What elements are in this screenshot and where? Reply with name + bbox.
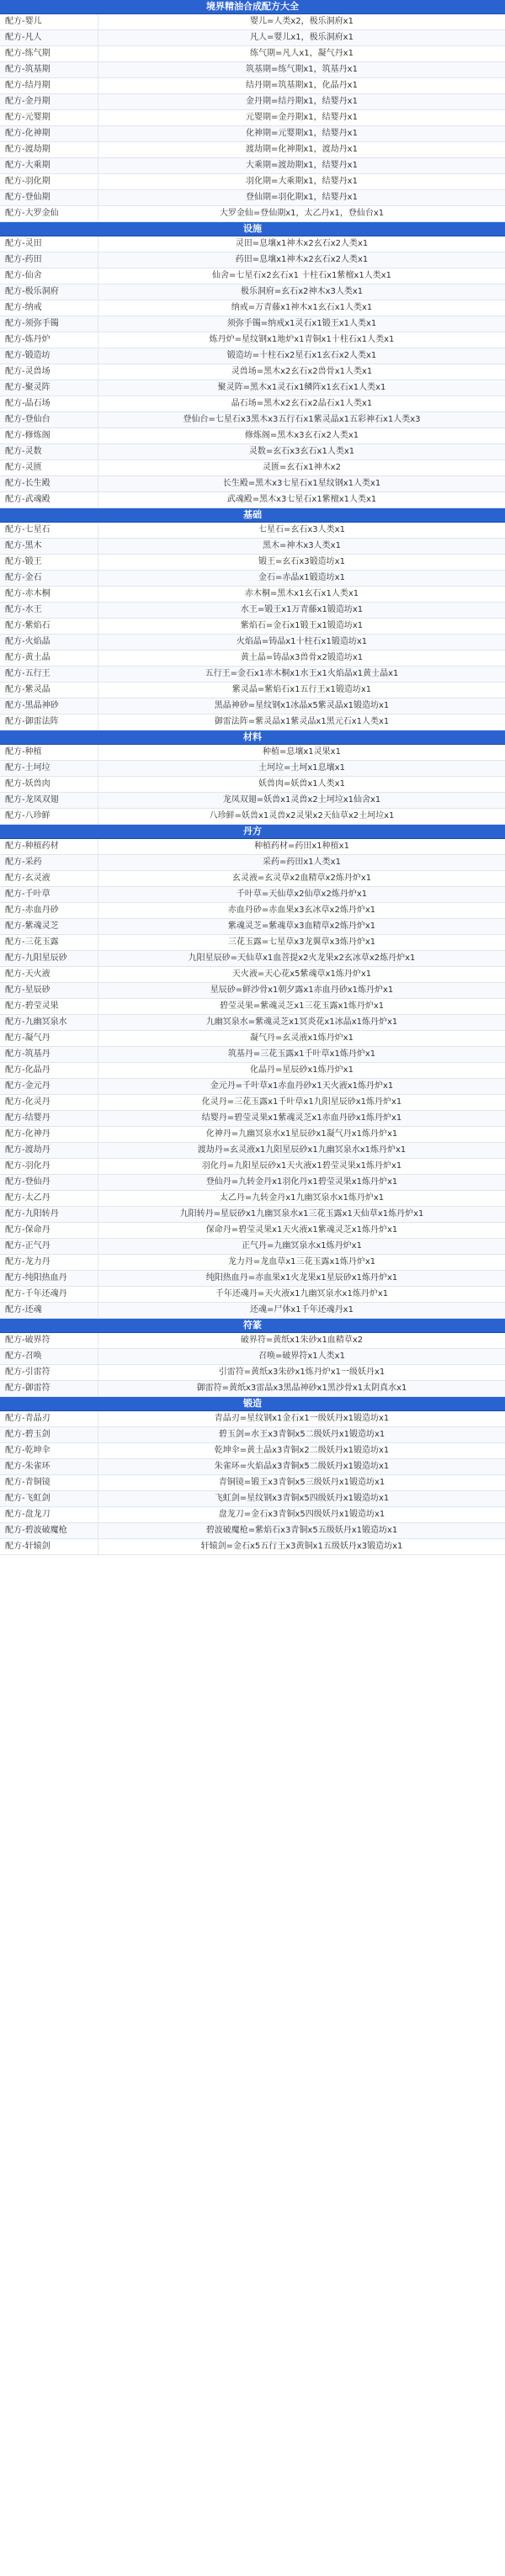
recipe-name: 配方-龙力丹: [0, 1255, 98, 1270]
table-row: [0, 983, 505, 999]
table-row: [0, 935, 505, 951]
recipe-name: 配方-采药: [0, 855, 98, 870]
recipe-name: 配方-纳戒: [0, 300, 98, 316]
table-row: [0, 683, 505, 698]
table-row: [0, 14, 505, 30]
recipe-name: 配方-婴儿: [0, 14, 98, 29]
table-row: [0, 1411, 505, 1427]
recipe-formula: 五行王=金石x1赤木桐x1水王x1火焰晶x1黄土晶x1: [205, 669, 399, 678]
table-row: [0, 1191, 505, 1207]
recipe-formula: 练气期=凡人x1，凝气丹x1: [250, 49, 354, 58]
recipe-formula: 紫灵晶=紫焰石x1五行王x1锻造坊x1: [231, 685, 372, 694]
table-row: [0, 1095, 505, 1111]
recipe-name: 配方-须弥手镯: [0, 316, 98, 332]
recipe-formula: 玄灵液=玄灵草x2血精草x2炼丹炉x1: [231, 874, 372, 883]
recipe-formula: 火焰晶=铸晶x1十柱石x1锻造坊x1: [236, 637, 368, 646]
recipe-formula: 锻造坊=十柱石x2星石x1玄石x2人类x1: [226, 351, 377, 360]
recipe-formula: 渡劫丹=玄灵液x1九阳星辰砂x1九幽冥泉水x1炼丹炉x1: [197, 1145, 407, 1155]
recipe-name: 配方-结婴丹: [0, 1111, 98, 1126]
recipe-name: 配方-火焰晶: [0, 635, 98, 650]
table-row: [0, 94, 505, 110]
recipe-name: 配方-召唤: [0, 1349, 98, 1364]
recipe-formula: 化晶丹=星辰砂x1炼丹炉x1: [250, 1065, 354, 1075]
table-row: [0, 142, 505, 158]
table-row: [0, 635, 505, 651]
recipe-formula: 乾坤伞=黄土晶x3青铜x2二级妖丹x1锻造坊x1: [214, 1446, 390, 1455]
recipe-name: 配方-水王: [0, 603, 98, 618]
table-row: [0, 1459, 505, 1475]
recipe-name: 配方-九阳星辰砂: [0, 951, 98, 966]
recipe-formula: 种植=息壤x1灵果x1: [263, 747, 341, 757]
recipe-name: 配方-极乐洞府: [0, 284, 98, 300]
recipe-formula: 八珍鲜=妖兽x1灵兽x2灵果x2天仙草x2土坷垃x1: [209, 811, 395, 821]
recipe-name: 配方-金元丹: [0, 1079, 98, 1094]
recipe-formula: 筑基期=练气期x1，筑基丹x1: [246, 65, 358, 74]
recipe-name: 配方-正气丹: [0, 1239, 98, 1254]
table-row: [0, 1271, 505, 1287]
recipe-name: 配方-仙舍: [0, 268, 98, 284]
recipe-formula: 武魂殿=黑木x3七星石x1紫檀x1人类x1: [226, 495, 377, 504]
recipe-formula: 保命丹=碧莹灵果x1天火液x1紫魂灵芝x1炼丹炉x1: [205, 1225, 398, 1235]
recipe-name: 配方-赤木桐: [0, 587, 98, 602]
table-row: [0, 46, 505, 62]
table-row: [0, 571, 505, 587]
table-row: [0, 809, 505, 825]
section-body: [0, 745, 505, 825]
section-header: 丹方: [0, 825, 505, 839]
table-row: [0, 887, 505, 903]
recipe-formula: 黄土晶=铸晶x3兽骨x2锻造坊x1: [240, 653, 364, 662]
recipe-name: 配方-大罗金仙: [0, 206, 98, 221]
recipe-name: 配方-金丹期: [0, 94, 98, 109]
table-row: [0, 698, 505, 714]
section-body: [0, 14, 505, 222]
recipe-formula: 朱雀环=火焰晶x3青铜x5二级妖丹x1锻造坊x1: [214, 1462, 390, 1471]
table-row: [0, 667, 505, 683]
recipe-formula: 须弥手镯=纳戒x1灵石x1锻王x1人类x1: [226, 319, 377, 328]
recipe-formula: 龙凤双翅=妖兽x1灵兽x2土坷垃x1仙舍x1: [222, 795, 381, 805]
recipe-formula: 九阳星辰砂=天仙草x1血菩提x2火龙果x2玄冰草x2炼丹炉x1: [188, 953, 416, 963]
recipe-name: 配方-登仙期: [0, 190, 98, 205]
recipe-formula: 渡劫期=化神期x1，渡劫丹x1: [246, 145, 358, 154]
recipe-formula: 化灵丹=三花玉露x1千叶草x1九阳星辰砂x1炼丹炉x1: [201, 1097, 402, 1107]
recipe-formula: 聚灵阵=黑木x1灵石x1鳞阵x1玄石x1人类x1: [217, 383, 386, 392]
recipe-formula: 太乙丹=九转金丹x1九幽冥泉水x1炼丹炉x1: [219, 1193, 385, 1203]
recipe-formula: 三花玉露=七星草x3龙翼草x3炼丹炉x1: [227, 937, 376, 947]
recipe-formula: 登仙台=七星石x3黑木x3五行石x1紫灵晶x1五彩神石x1人类x3: [183, 415, 421, 424]
recipe-formula: 金丹期=结丹期x1，结婴丹x1: [246, 97, 358, 106]
recipe-name: 配方-灵数: [0, 444, 98, 459]
table-row: [0, 348, 505, 364]
table-row: [0, 555, 505, 571]
recipe-formula: 灵匮=玄石x1神木x2: [263, 463, 341, 472]
recipe-name: 配方-朱雀环: [0, 1459, 98, 1474]
recipe-name: 配方-渡劫丹: [0, 1143, 98, 1158]
recipe-formula: 种植药材=药田x1种植x1: [254, 842, 349, 851]
recipe-formula: 修炼阁=黑木x3玄石x2人类x1: [244, 431, 359, 440]
recipe-name: 配方-练气期: [0, 46, 98, 61]
table-row: [0, 1239, 505, 1255]
recipe-formula: 羽化期=大乘期x1，结婴丹x1: [246, 177, 358, 186]
table-row: [0, 1333, 505, 1349]
recipe-formula: 药田=息壤x1神木x2玄石x2人类x1: [235, 255, 369, 264]
recipe-name: 配方-黄土晶: [0, 651, 98, 666]
table-row: [0, 745, 505, 761]
recipe-name: 配方-玄灵液: [0, 871, 98, 886]
recipe-formula: 长生殿=黑木x3七星石x1星纹钢x1人类x1: [222, 479, 381, 488]
table-row: [0, 1111, 505, 1127]
recipe-formula: 破界符=黄纸x1朱砂x1血精草x2: [240, 1336, 364, 1345]
section-body: [0, 839, 505, 1319]
table-row: [0, 951, 505, 967]
table-row: [0, 300, 505, 316]
table-row: [0, 444, 505, 460]
table-row: [0, 332, 505, 348]
recipe-name: 配方-长生殿: [0, 476, 98, 491]
recipe-formula: 轩辕剑=金石x5五行王x3黄铜x1五级妖丹x3锻造坊x1: [200, 1542, 403, 1551]
table-row: [0, 1031, 505, 1047]
recipe-name: 配方-轩辕剑: [0, 1539, 98, 1554]
recipe-name: 配方-凡人: [0, 30, 98, 45]
recipe-name: 配方-登仙丹: [0, 1175, 98, 1190]
table-row: [0, 158, 505, 174]
recipe-name: 配方-锻王: [0, 555, 98, 570]
recipe-name: 配方-引雷符: [0, 1365, 98, 1380]
recipe-formula: 结婴丹=碧莹灵果x1紫魂灵芝x1赤血丹砂x1炼丹炉x1: [201, 1113, 402, 1123]
recipe-formula: 筑基丹=三花玉露x1千叶草x1炼丹炉x1: [227, 1049, 376, 1059]
recipe-formula: 极乐洞府=玄石x2神木x3人类x1: [240, 287, 364, 296]
recipe-name: 配方-凝气丹: [0, 1031, 98, 1046]
recipe-name: 配方-筑基丹: [0, 1047, 98, 1062]
recipe-name: 配方-化神丹: [0, 1127, 98, 1142]
recipe-formula: 采药=药田x1人类x1: [263, 858, 341, 867]
section-header: 境界精油合成配方大全: [0, 0, 505, 14]
recipe-name: 配方-五行王: [0, 667, 98, 682]
recipe-name: 配方-碧莹灵果: [0, 999, 98, 1014]
recipe-name: 配方-星辰砂: [0, 983, 98, 998]
recipe-name: 配方-筑基期: [0, 62, 98, 77]
table-row: [0, 78, 505, 94]
table-row: [0, 1491, 505, 1507]
section-header: 材料: [0, 730, 505, 745]
recipe-name: 配方-修炼阁: [0, 428, 98, 443]
recipe-formula: 黑晶神砂=星纹钢x1冰晶x5紫灵晶x1锻造坊x1: [214, 701, 390, 710]
table-row: [0, 714, 505, 730]
recipe-formula: 青铜镜=锻王x3青铜x5三级妖丹x1锻造坊x1: [218, 1478, 385, 1487]
table-row: [0, 206, 505, 222]
recipe-formula: 青晶刃=星纹钢x1金石x1一级妖丹x1锻造坊x1: [214, 1414, 390, 1423]
recipe-name: 配方-晶石场: [0, 396, 98, 412]
recipe-name: 配方-八珍鲜: [0, 809, 98, 824]
recipe-name: 配方-聚灵阵: [0, 380, 98, 396]
recipe-name: 配方-金石: [0, 571, 98, 586]
recipe-name: 配方-乾坤伞: [0, 1443, 98, 1458]
table-row: [0, 268, 505, 284]
table-row: [0, 252, 505, 268]
recipe-formula: 九阳转丹=星辰砂x1九幽冥泉水x1三花玉露x1天仙草x1炼丹炉x1: [179, 1209, 424, 1219]
recipe-name: 配方-纯阳热血丹: [0, 1271, 98, 1286]
recipe-formula: 正气丹=九幽冥泉水x1炼丹炉x1: [242, 1241, 362, 1251]
recipe-formula: 九幽冥泉水=紫魂灵芝x1冥炎花x1冰晶x1炼丹炉x1: [205, 1017, 398, 1027]
table-row: [0, 1015, 505, 1031]
table-row: [0, 284, 505, 300]
recipe-formula: 灵兽场=黑木x2玄石x2兽骨x1人类x1: [231, 367, 373, 376]
table-row: [0, 967, 505, 983]
table-row: [0, 839, 505, 855]
table-row: [0, 476, 505, 492]
recipe-name: 配方-锻造坊: [0, 348, 98, 364]
recipe-name: 配方-妖兽肉: [0, 777, 98, 792]
recipe-formula: 炼丹炉=星纹钢x1地炉x1青铜x1十柱石x1人类x1: [209, 335, 395, 344]
recipe-formula: 御雷符=黄纸x3雷晶x3黑晶神砂x1黑沙骨x1太阴真水x1: [196, 1384, 407, 1393]
table-row: [0, 1127, 505, 1143]
recipe-name: 配方-结丹期: [0, 78, 98, 93]
recipe-name: 配方-灵兽场: [0, 364, 98, 380]
table-row: [0, 1381, 505, 1397]
recipe-formula: 盘龙刀=金石x3青铜x5四级妖丹x1锻造坊x1: [218, 1510, 385, 1519]
section-header: 符篆: [0, 1319, 505, 1333]
recipe-name: 配方-碧玉剑: [0, 1427, 98, 1442]
section-body: [0, 1333, 505, 1397]
table-row: [0, 1443, 505, 1459]
recipe-formula: 登仙期=羽化期x1，结婴丹x1: [246, 193, 358, 202]
recipe-name: 配方-土坷垃: [0, 761, 98, 776]
table-row: [0, 1159, 505, 1175]
section-body: [0, 1411, 505, 1555]
recipe-formula: 碧波破魔枪=紫焰石x3青铜x5五级妖丹x1锻造坊x1: [205, 1526, 398, 1535]
table-row: [0, 871, 505, 887]
table-row: [0, 110, 505, 126]
table-row: [0, 1079, 505, 1095]
recipe-name: 配方-盘龙刀: [0, 1507, 98, 1522]
recipe-name: 配方-黑晶神砂: [0, 698, 98, 714]
recipe-formula: 碧莹灵果=紫魂灵芝x1三花玉露x1炼丹炉x1: [219, 1001, 385, 1011]
recipe-name: 配方-天火液: [0, 967, 98, 982]
recipe-formula: 水王=锻王x1万青藤x1锻造坊x1: [240, 605, 364, 614]
table-row: [0, 364, 505, 380]
recipe-name: 配方-九阳转丹: [0, 1207, 98, 1222]
recipe-name: 配方-化晶丹: [0, 1063, 98, 1078]
table-row: [0, 1047, 505, 1063]
recipe-formula: 黑木=神木x3人类x1: [263, 541, 341, 550]
table-row: [0, 1287, 505, 1303]
recipe-formula: 引雷符=黄纸x3朱砂x1炼丹炉x1一级妖丹x1: [218, 1368, 385, 1377]
recipe-formula: 还魂=尸体x1千年还魂丹x1: [250, 1305, 354, 1315]
recipe-name: 配方-药田: [0, 252, 98, 268]
table-row: [0, 919, 505, 935]
table-row: [0, 603, 505, 619]
recipe-name: 配方-保命丹: [0, 1223, 98, 1238]
recipe-formula: 赤血丹砂=赤血果x3玄冰草x2炼丹炉x1: [227, 906, 376, 915]
recipe-name: 配方-元婴期: [0, 110, 98, 125]
table-row: [0, 492, 505, 508]
recipe-name: 配方-登仙台: [0, 412, 98, 428]
recipe-name: 配方-紫灵晶: [0, 683, 98, 698]
recipe-formula: 召唤=破界符x1人类x1: [258, 1352, 345, 1361]
table-row: [0, 1143, 505, 1159]
table-row: [0, 539, 505, 555]
recipe-formula: 大乘期=渡劫期x1，结婴丹x1: [246, 161, 358, 170]
recipe-name: 配方-青晶刃: [0, 1411, 98, 1426]
recipe-formula: 化神丹=九幽冥泉水x1星辰砂x1凝气丹x1炼丹炉x1: [205, 1129, 398, 1139]
table-row: [0, 460, 505, 476]
table-row: [0, 619, 505, 635]
recipe-formula: 金元丹=千叶草x1赤血丹砂x1天火液x1炼丹炉x1: [210, 1081, 394, 1091]
recipe-name: 配方-千年还魂丹: [0, 1287, 98, 1302]
table-row: [0, 855, 505, 871]
recipe-name: 配方-赤血丹砂: [0, 903, 98, 918]
recipe-formula: 仙舍=七星石x2玄石x1 十柱石x1紫檀x1人类x1: [212, 271, 391, 280]
recipe-formula: 结丹期=筑基期x1，化晶丹x1: [246, 81, 358, 90]
recipe-formula: 化神期=元婴期x1，结婴丹x1: [246, 129, 358, 138]
recipe-formula: 紫焰石=金石x1锻王x1锻造坊x1: [240, 621, 364, 630]
section-body: [0, 236, 505, 508]
recipe-name: 配方-龙凤双翅: [0, 793, 98, 808]
table-row: [0, 1475, 505, 1491]
table-row: [0, 1175, 505, 1191]
recipe-name: 配方-黑木: [0, 539, 98, 554]
table-row: [0, 1207, 505, 1223]
table-row: [0, 1539, 505, 1555]
recipe-formula: 飞虹剑=星纹钢x3青铜x5四级妖丹x1锻造坊x1: [214, 1494, 390, 1503]
table-row: [0, 1303, 505, 1319]
recipe-formula: 千叶草=天仙草x2仙草x2炼丹炉x1: [236, 890, 368, 899]
section-header: 设施: [0, 222, 505, 236]
table-row: [0, 30, 505, 46]
table-row: [0, 1365, 505, 1381]
recipe-formula: 凡人=婴儿x1，极乐洞府x1: [250, 33, 354, 42]
recipe-formula: 妖兽肉=妖兽x1人类x1: [258, 779, 345, 789]
table-row: [0, 1255, 505, 1271]
table-row: [0, 380, 505, 396]
table-row: [0, 1223, 505, 1239]
table-row: [0, 1427, 505, 1443]
recipe-formula: 金石=赤晶x1锻造坊x1: [258, 573, 345, 582]
table-row: [0, 761, 505, 777]
recipe-name: 配方-大乘期: [0, 158, 98, 173]
table-row: [0, 236, 505, 252]
recipe-formula: 纳戒=万青藤x1神木x1玄石x1人类x1: [231, 303, 373, 312]
table-row: [0, 190, 505, 206]
recipe-formula: 登仙丹=九转金丹x1羽化丹x1碧莹灵果x1炼丹炉x1: [205, 1177, 398, 1187]
table-row: [0, 316, 505, 332]
table-row: [0, 1507, 505, 1523]
recipe-formula: 千年还魂丹=天火液x1九幽冥泉水x1炼丹炉x1: [215, 1289, 389, 1299]
recipe-name: 配方-九幽冥泉水: [0, 1015, 98, 1030]
recipe-formula: 星辰砂=鲜沙骨x1朝夕露x1赤血丹砂x1炼丹炉x1: [210, 985, 394, 995]
recipe-formula: 羽化丹=九阳星辰砂x1天火液x1碧莹灵果x1炼丹炉x1: [201, 1161, 402, 1171]
table-row: [0, 903, 505, 919]
recipe-name: 配方-御雷法阵: [0, 714, 98, 730]
section-body: [0, 523, 505, 730]
recipe-formula: 凝气丹=玄灵液x1炼丹炉x1: [250, 1033, 354, 1043]
recipe-name: 配方-太乙丹: [0, 1191, 98, 1206]
recipe-name: 配方-七星石: [0, 523, 98, 538]
recipe-name: 配方-种植: [0, 745, 98, 760]
recipe-name: 配方-羽化丹: [0, 1159, 98, 1174]
table-row: [0, 396, 505, 412]
recipe-name: 配方-渡劫期: [0, 142, 98, 157]
recipe-name: 配方-武魂殿: [0, 492, 98, 507]
recipe-name: 配方-炼丹炉: [0, 332, 98, 348]
recipe-name: 配方-紫焰石: [0, 619, 98, 634]
recipe-name: 配方-碧波破魔枪: [0, 1523, 98, 1538]
recipe-name: 配方-化神期: [0, 126, 98, 141]
table-row: [0, 651, 505, 667]
table-row: [0, 428, 505, 444]
recipe-name: 配方-御雷符: [0, 1381, 98, 1396]
recipe-formula: 锻王=玄石x3锻造坊x1: [258, 557, 345, 566]
recipe-name: 配方-紫魂灵芝: [0, 919, 98, 934]
table-row: [0, 523, 505, 539]
recipe-formula: 灵数=玄石x3玄石x1人类x1: [248, 447, 355, 456]
recipe-name: 配方-破界符: [0, 1333, 98, 1348]
recipe-formula: 七星石=玄石x3人类x1: [258, 525, 345, 534]
table-row: [0, 62, 505, 78]
recipe-formula: 晶石场=黑木x2玄石x2晶石x1人类x1: [231, 399, 373, 408]
recipe-name: 配方-种植药材: [0, 839, 98, 854]
table-row: [0, 999, 505, 1015]
section-header: 基础: [0, 508, 505, 523]
recipe-name: 配方-千叶草: [0, 887, 98, 902]
table-row: [0, 174, 505, 190]
recipe-formula: 赤木桐=黑木x1玄石x1人类x1: [244, 589, 359, 598]
table-row: [0, 1063, 505, 1079]
recipe-formula: 大罗金仙=登仙期x1，太乙丹x1，登仙台x1: [219, 209, 385, 218]
recipe-formula: 龙力丹=龙血草x1三花玉露x1炼丹炉x1: [227, 1257, 376, 1267]
recipe-name: 配方-青铜镜: [0, 1475, 98, 1490]
recipe-formula: 土坷垃=土坷x1息壤x1: [258, 763, 345, 773]
recipe-formula: 天火液=天心花x5紫魂草x1炼丹炉x1: [231, 969, 372, 979]
table-row: [0, 126, 505, 142]
recipe-name: 配方-化灵丹: [0, 1095, 98, 1110]
recipe-formula: 纯阳热血丹=赤血果x1火龙果x1星辰砂x1炼丹炉x1: [205, 1273, 398, 1283]
table-row: [0, 587, 505, 603]
table-row: [0, 412, 505, 428]
recipe-name: 配方-灵匮: [0, 460, 98, 475]
table-row: [0, 1523, 505, 1539]
recipe-name: 配方-飞虹剑: [0, 1491, 98, 1506]
recipe-formula: 灵田=息壤x1神木x2玄石x2人类x1: [235, 239, 369, 248]
recipe-name: 配方-三花玉露: [0, 935, 98, 950]
recipe-name: 配方-还魂: [0, 1303, 98, 1318]
table-row: [0, 777, 505, 793]
recipe-formula: 碧玉剑=水王x3青铜x5二级妖丹x1锻造坊x1: [218, 1430, 385, 1439]
recipe-formula: 元婴期=金丹期x1，结婴丹x1: [246, 113, 358, 122]
recipe-name: 配方-灵田: [0, 236, 98, 252]
recipe-formula: 御雷法阵=紫灵晶x1紫灵晶x1黑元石x1人类x1: [214, 717, 390, 726]
section-header: 锻造: [0, 1397, 505, 1411]
recipe-name: 配方-羽化期: [0, 174, 98, 189]
table-row: [0, 1349, 505, 1365]
recipe-formula: 紫魂灵芝=紫魂草x3血精草x2炼丹炉x1: [227, 922, 376, 931]
table-row: [0, 793, 505, 809]
recipe-formula: 婴儿=人类x2，极乐洞府x1: [250, 17, 354, 26]
